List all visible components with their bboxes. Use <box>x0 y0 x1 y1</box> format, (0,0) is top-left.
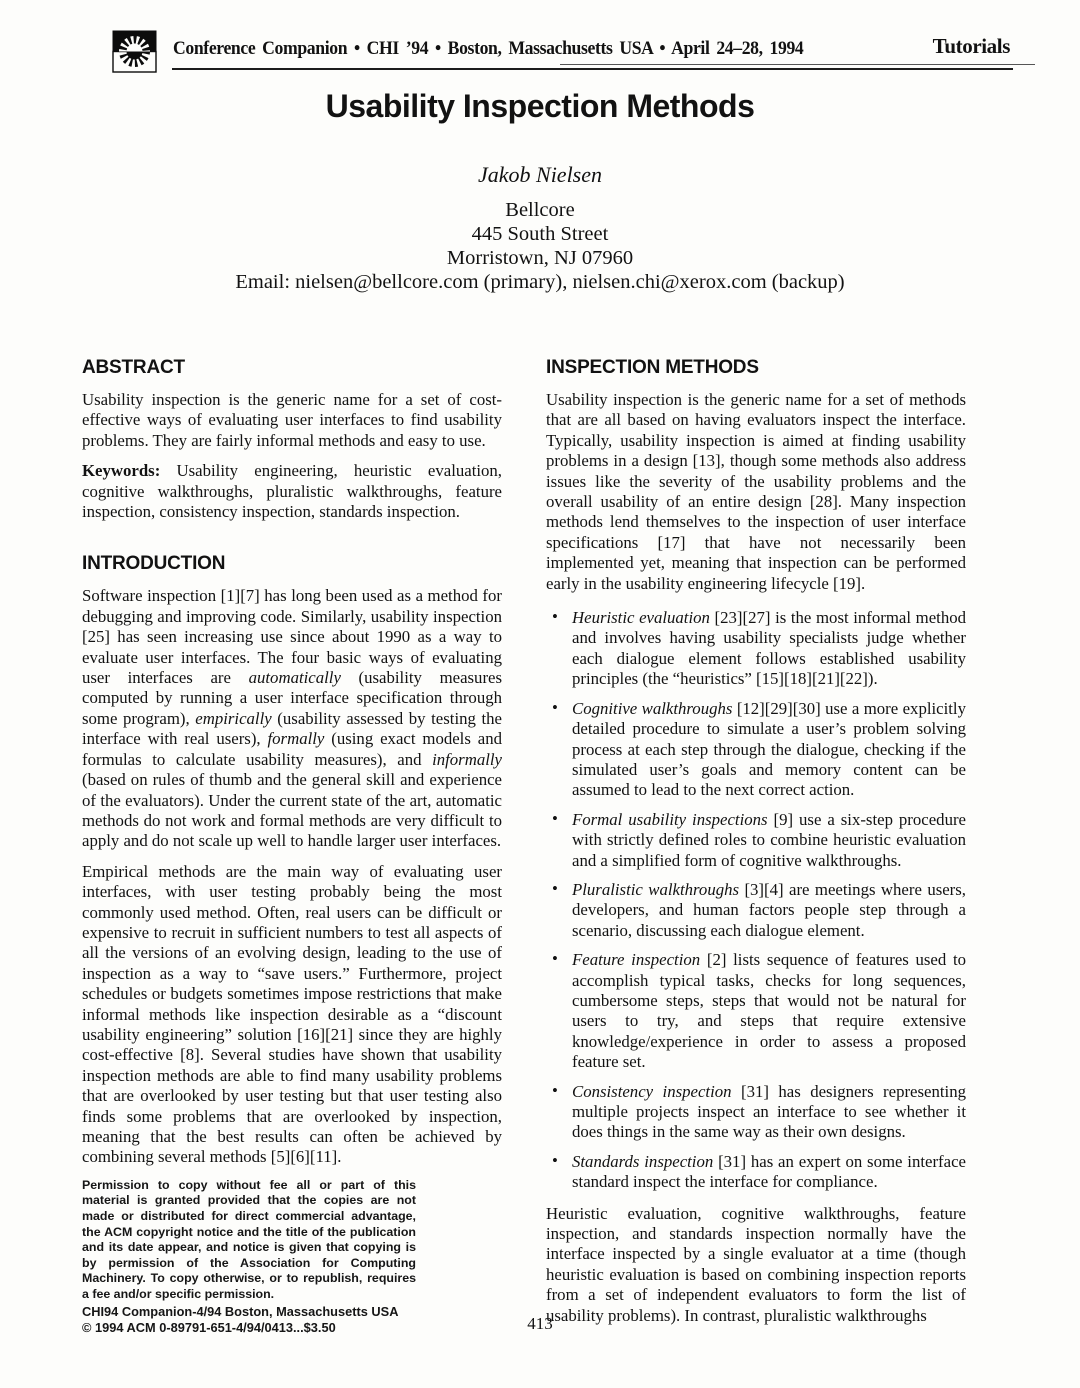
bullet-icon: • <box>552 1080 558 1100</box>
bullet-icon: • <box>552 1150 558 1170</box>
bullet-icon: • <box>552 949 558 969</box>
acm-copyright-line: © 1994 ACM 0-89791-651-4/94/0413...$3.50 <box>82 1320 336 1336</box>
permission-notice: Permission to copy without fee all or part of this material is granted provided that the copies are not made or distributed for direct commercial advantage, the ACM copyright notice and the title of the publication and its date appear, and notice is given that copying is by permission of the Association for Computing Machinery. To copy otherwise, or to republish, requires a fee and/or specific permission. <box>82 1177 416 1301</box>
abstract-heading: ABSTRACT <box>82 357 185 378</box>
author-block <box>0 162 1080 294</box>
bullet-icon: • <box>552 607 558 627</box>
body-columns <box>82 357 966 1336</box>
author-affiliation: Bellcore <box>505 199 575 221</box>
bullet-icon: • <box>552 878 558 898</box>
author-name: Jakob Nielsen <box>477 162 603 187</box>
list-item: • Consistency inspection [31] has designers representing multiple projects inspect an interface to see whether it does things in the same way as their own designs. <box>552 1080 966 1142</box>
page-number: 413 <box>527 1314 553 1333</box>
author-email-line: Email: nielsen@bellcore.com (primary), nielsen.chi@xerox.com (backup) <box>235 271 845 293</box>
list-item: • Standards inspection [31] has an expert on some interface standard inspect the interface for compliance. <box>552 1150 966 1192</box>
header-rule <box>172 68 1013 70</box>
author-address-street: 445 South Street <box>471 223 609 245</box>
left-column <box>82 357 503 1336</box>
chi-sunburst-logo-icon <box>112 30 157 73</box>
inspection-methods-paragraph: Usability inspection is the generic name for a set of methods that are all based on having evaluators inspect the interface. Typically, usability inspection is aimed at finding usability problems in a design [13], though some methods also address issues like the severity of the usability problems and the overall usability of an entire design [28]. Many inspection methods lend themselves to the inspection of user interface specifications [17] that have not necessarily been implemented yet, meaning that inspection can be performed early in the usability engineering lifecycle [19]. <box>546 390 966 593</box>
list-item: • Pluralistic walkthroughs [3][4] are meetings where users, developers, and human factors people step through a scenario, discussing each dialogue element. <box>552 878 966 940</box>
inspection-methods-list <box>546 608 966 1202</box>
list-item: • Heuristic evaluation [23][27] is the most informal method and involves having usability specialists judge whether each dialogue element follows established usability principles (the “heuristics” [15][18][21][22]). <box>552 607 966 689</box>
inspection-methods-heading: INSPECTION METHODS <box>546 357 759 378</box>
copyright-footnote <box>82 1178 416 1336</box>
list-item: • Formal usability inspections [9] use a six-step procedure with strictly defined roles to combine heuristic evaluation and a simplified form of cognitive walkthroughs. <box>552 808 966 870</box>
author-address-city: Morristown, NJ 07960 <box>446 247 634 269</box>
bullet-icon: • <box>552 697 558 717</box>
abstract-paragraph: Usability inspection is the generic name for a set of cost-effective ways of evaluating user interfaces to find usability problems. They are fairly informal methods and easy to use. <box>82 390 502 450</box>
bullet-icon: • <box>552 808 558 828</box>
list-item: • Cognitive walkthroughs [12][29][30] use a more explicitly detailed procedure to simulate a user’s problem solving process at each step through the dialogue, checking if the simulated user’s goals and memory content can be assumed to lead to the next correct action. <box>552 697 966 800</box>
paper-title: Usability Inspection Methods <box>325 88 755 124</box>
introduction-paragraph-1: Software inspection [1][7] has long been used as a method for debugging and improving code. Similarly, usability inspection [25] has seen increasing use since about 1990 as a way to evaluate user interfaces. The four basic ways of evaluating user interfaces are automatically (usability measures computed by running a user interface specification through some program), empirically (usability assessed by testing the interface with real users), formally (using exact models and formulas to calculate usability measures), and informally (based on rules of thumb and the general skill and experience of the evaluators). Under the current state of the art, automatic methods do not work and formal methods are very difficult to apply and do not scale up well to handle larger user interfaces. <box>82 586 503 851</box>
keywords-paragraph: Keywords: Usability engineering, heuristic evaluation, cognitive walkthroughs, pluralistic walkthroughs, feature inspection, consistency inspection, standards inspection. <box>82 461 502 522</box>
right-column <box>546 357 966 1325</box>
header-rule-thin <box>560 64 1035 65</box>
proceedings-id-line: CHI94 Companion-4/94 Boston, Massachusetts USA <box>82 1303 399 1319</box>
introduction-heading: INTRODUCTION <box>82 553 226 575</box>
list-item: • Feature inspection [2] lists sequence of features used to accomplish typical tasks, checks for long sequences, cumbersome steps, steps that would not be natural for users to try, and steps that require extensive knowledge/experience in order to assess a proposed feature set. <box>552 949 966 1072</box>
introduction-paragraph-2: Empirical methods are the main way of evaluating user interfaces, with user testing probably being the most commonly used method. Often, real users can be difficult or expensive to recruit in sufficient numbers to test all aspects of all the versions of an evolving design, leading to the use of inspection as a way to “save users.” Furthermore, project schedules or budgets sometimes impose restrictions that make informal methods like inspection desirable as a “discount usability engineering” solution [16][21] since they are highly cost-effective [8]. Several studies have shown that usability inspection methods are able to find many usability problems that are overlooked by user testing but that user testing also finds some problems that are overlooked by inspection, meaning that the best results can often be achieved by combining several methods [5][6][11]. <box>82 861 502 1167</box>
running-header-left: Conference Companion • CHI ’94 • Boston, Massachusetts USA • April 24–28, 1994 <box>173 38 804 59</box>
running-header-section: Tutorials <box>932 34 1010 58</box>
closing-paragraph: Heuristic evaluation, cognitive walkthroughs, feature inspection, and standards inspection normally have the interface inspected by a single evaluator at a time (though heuristic evaluation is based on combining inspection reports from a set of independent evaluators to form the list of usability problems). In contrast, pluralistic walkthroughs <box>546 1203 966 1325</box>
